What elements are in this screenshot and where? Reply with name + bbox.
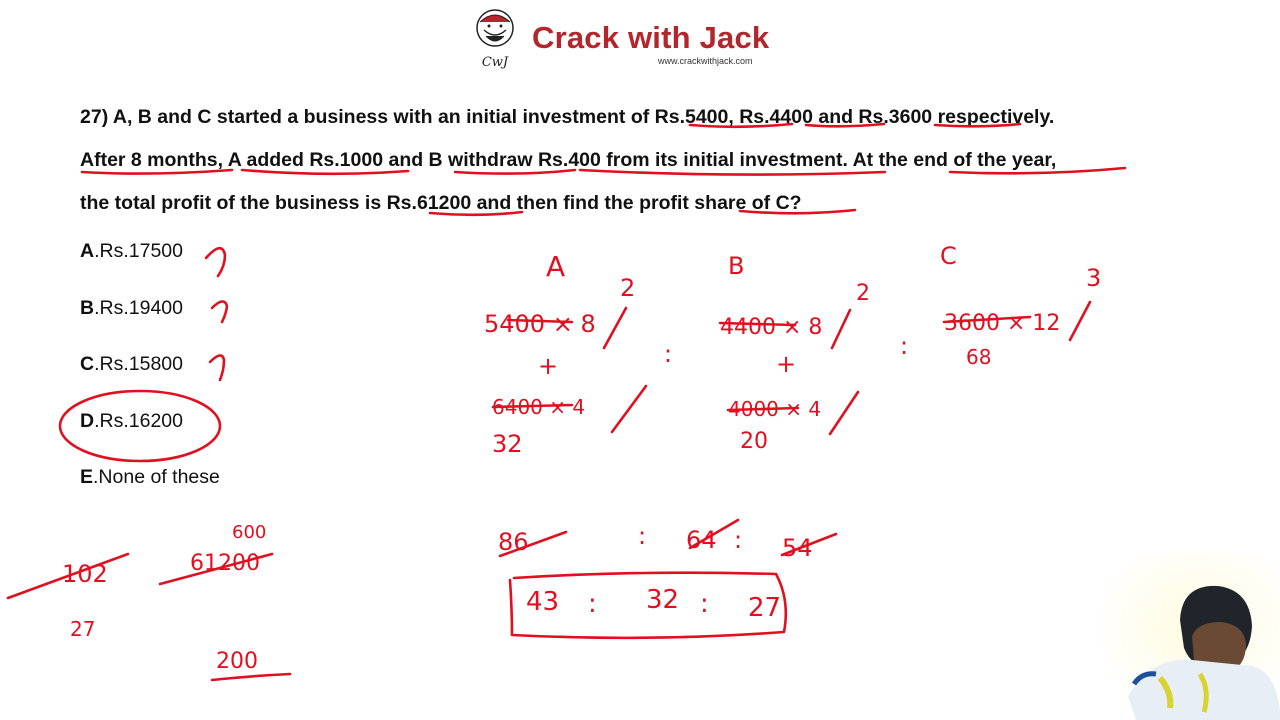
colon-bc: :: [900, 332, 909, 360]
b-second-term: 4000 × 4: [728, 397, 822, 421]
calc-left: 102: [62, 560, 108, 588]
brand-name: Crack with Jack: [532, 20, 770, 55]
a-second-term: 6400 × 4: [492, 395, 586, 419]
a-plus: +: [538, 352, 559, 380]
c-factor: 3: [1086, 264, 1102, 292]
brand-header: [468, 6, 798, 72]
col-a-label: A: [546, 250, 566, 283]
calc-mid-result: 200: [216, 649, 258, 674]
ratio-final-1: 43: [526, 587, 560, 617]
col-c-label: C: [940, 242, 957, 270]
option-e: E.None of these: [80, 466, 220, 488]
brand-website: www.crackwithjack.com: [658, 56, 753, 66]
b-mark: 2: [856, 281, 870, 306]
b-result: 20: [740, 429, 768, 454]
a-first-term: 5400 × 8: [484, 310, 596, 338]
a-result: 32: [492, 430, 523, 458]
ratio-top-5: 54: [782, 534, 813, 562]
b-first-term: 4400 × 8: [720, 315, 823, 340]
ratio-top-1: 86: [498, 528, 529, 556]
ratio-final-5: 27: [748, 593, 782, 623]
ratio-top-4: :: [734, 526, 743, 554]
logo-icon: [468, 6, 522, 72]
c-result: 68: [966, 345, 992, 369]
ratio-top-2: :: [638, 522, 647, 550]
option-c: C.Rs.15800: [80, 353, 183, 375]
b-plus: +: [776, 350, 797, 378]
c-first-term: 3600 × 12: [944, 311, 1061, 336]
question-text: [80, 96, 1160, 225]
question-line-3: the total profit of the business is Rs.61200 and then find the profit share of C?: [80, 192, 802, 214]
question-line-2: After 8 months, A added Rs.1000 and B withdraw Rs.400 from its initial investment. At the end of the year,: [80, 149, 1057, 171]
ratio-final-3: 32: [646, 585, 680, 615]
option-a: A.Rs.17500: [80, 240, 183, 262]
option-b: B.Rs.19400: [80, 297, 183, 319]
option-d: D.Rs.16200: [80, 410, 183, 432]
colon-ab: :: [664, 340, 673, 368]
calc-mid-top: 600: [232, 522, 267, 543]
a-mark: 2: [620, 274, 636, 302]
calc-left-result: 27: [70, 617, 96, 641]
ratio-final-2: :: [588, 589, 597, 619]
question-line-1: 27) A, B and C started a business with an initial investment of Rs.5400, Rs.4400 and Rs.3600 respectively.: [80, 106, 1055, 128]
presenter-icon: [1100, 552, 1280, 720]
ratio-final-4: :: [700, 589, 709, 619]
calc-mid: 61200: [190, 551, 260, 576]
col-b-label: B: [728, 252, 745, 280]
presenter-webcam: [1100, 552, 1280, 720]
logo-initials: CwJ: [481, 55, 509, 70]
ratio-top-3: 64: [686, 526, 717, 554]
